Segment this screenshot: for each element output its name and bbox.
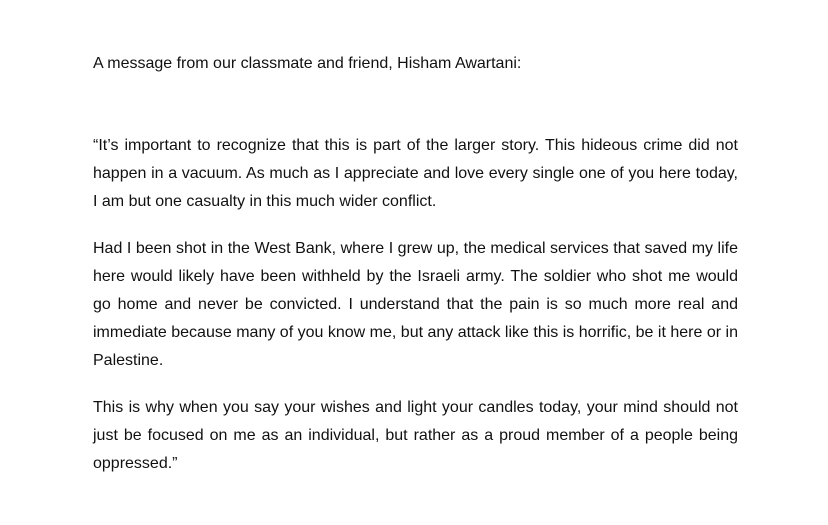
quote-paragraph-3: This is why when you say your wishes and light your candles today, your mind should not just be focused on me as an individual, but rather as a proud member of a people being oppressed.” [93,399,738,472]
quote-paragraph-1: “It’s important to recognize that this is part of the larger story. This hideous crime did not happen in a vacuum. As much as I appreciate and love every single one of you here today, I am but one casualty in this much wider conflict. [93,137,738,210]
quote-paragraph-2: Had I been shot in the West Bank, where I grew up, the medical services that saved my life here would likely have been withheld by the Israeli army. The soldier who shot me would go home and never be convicted. I understand that the pain is so much more real and immediate because many of you know me, but any attack like this is horrific, be it here or in Palestine. [93,240,738,369]
document-page [93,50,738,478]
intro-line: A message from our classmate and friend, Hisham Awartani: [93,55,522,72]
